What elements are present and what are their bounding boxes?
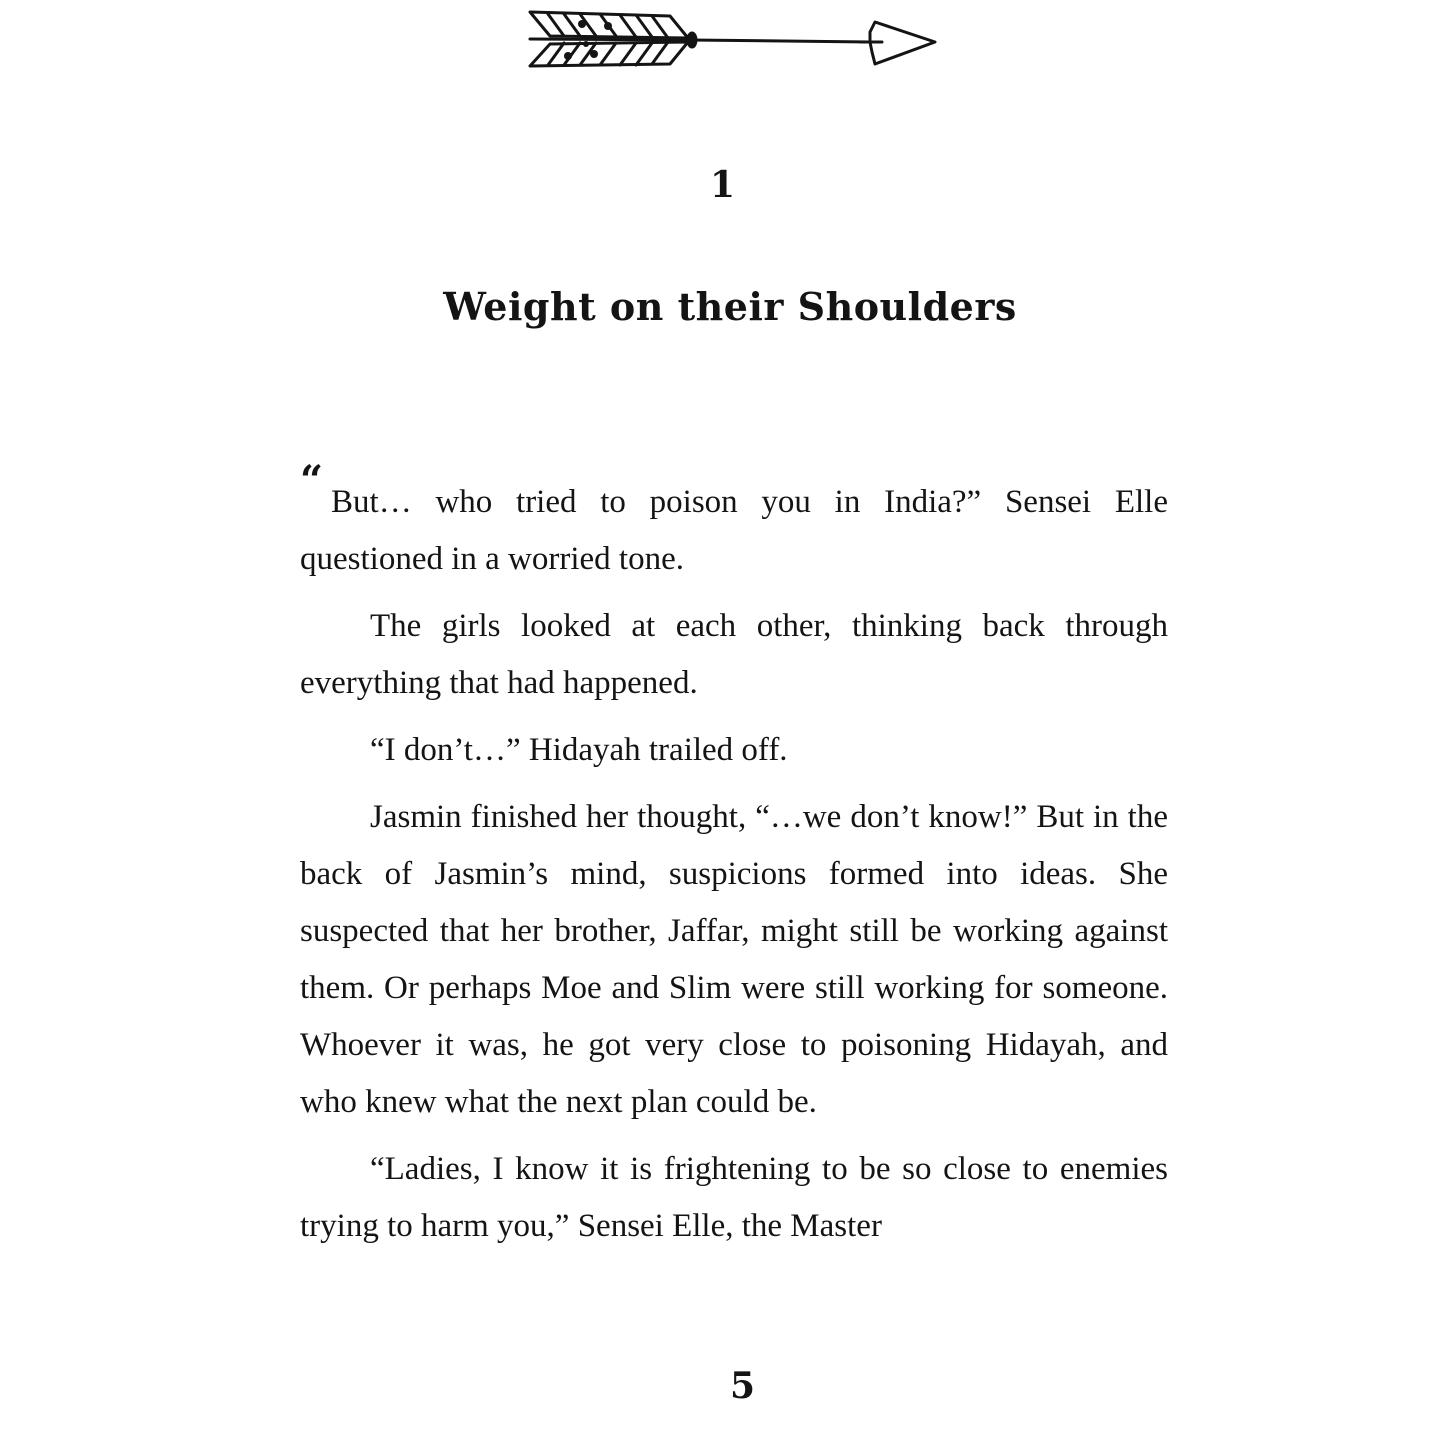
arrow-ornament-icon: [520, 2, 940, 72]
paragraph-2: The girls looked at each other, thinking back through everything that had happened.: [300, 608, 1168, 701]
page-number: 5: [729, 1365, 756, 1407]
chapter-body: [300, 457, 1168, 1265]
paragraph-3: “I don’t…” Hidayah trailed off.: [370, 732, 788, 768]
chapter-title: Weight on their Shoulders: [443, 284, 1017, 329]
paragraph-1: [300, 457, 1168, 588]
opening-quote-mark: “: [300, 457, 324, 504]
paragraph-5: “Ladies, I know it is frightening to be so close to enemies trying to harm you,” Sensei Elle, the Master: [300, 1151, 1168, 1244]
paragraph-1-text: But… who tried to poison you in India?” Sensei Elle questioned in a worried tone.: [300, 484, 1168, 577]
chapter-number: 1: [709, 164, 736, 206]
paragraph-4: Jasmin finished her thought, “…we don’t know!” But in the back of Jasmin’s mind, suspicions formed into ideas. She suspected that her brother, Jaffar, might still be working against them. Or perhaps Moe and Slim were still working for someone. Whoever it was, he got very close to poisoning Hidayah, and who knew what the next plan could be.: [300, 799, 1168, 1120]
